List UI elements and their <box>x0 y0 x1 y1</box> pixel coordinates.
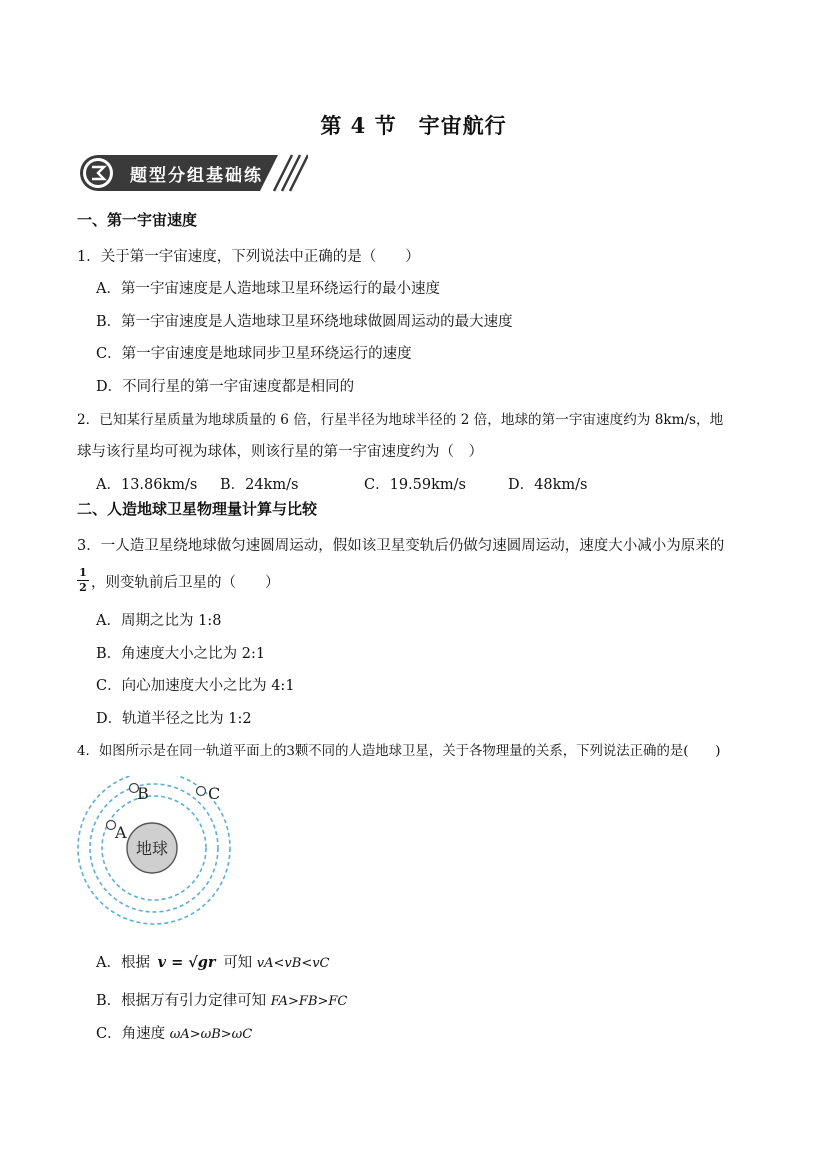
question-3-stem-line2: ，则变轨前后卫星的（ ） <box>91 575 280 591</box>
question-1-stem: 1．关于第一宇宙速度，下列说法中正确的是（ ） <box>77 249 420 265</box>
satellite-a-label: A <box>115 823 127 842</box>
section-heading-2: 二、人造地球卫星物理量计算与比较 <box>77 500 318 518</box>
question-4-option-b-prefix: B．根据万有引力定律可知 <box>96 993 267 1009</box>
page-title: 第 4 节 宇宙航行 <box>320 113 507 138</box>
banner-label: 题型分组基础练 <box>130 166 263 186</box>
satellite-c <box>197 787 206 796</box>
relation-force: FA>FB>FC <box>270 994 348 1009</box>
question-2-options <box>96 473 696 493</box>
question-2-stem-line1: 2．已知某行星质量为地球质量的 6 倍，行星半径为地球半径的 2 倍，地球的第一宇宙速度约为 8km/s，地 <box>77 412 724 428</box>
question-4-option-b <box>96 989 347 1010</box>
question-3-option-a: A．周期之比为 1:8 <box>96 613 222 629</box>
question-2-option-c: C．19.59km/s <box>364 477 466 493</box>
question-4-option-c-prefix: C．角速度 <box>96 1026 166 1042</box>
satellite-c-label: C <box>208 784 221 803</box>
question-3-option-c: C．向心加速度大小之比为 4:1 <box>96 678 295 694</box>
question-1-option-a: A．第一宇宙速度是人造地球卫星环绕运行的最小速度 <box>96 281 440 297</box>
relation-velocity: vA<vB<vC <box>256 956 330 971</box>
fraction-one-half <box>77 567 89 594</box>
section-banner <box>78 153 308 193</box>
question-4-option-c <box>96 1022 252 1043</box>
fraction-denominator: 2 <box>79 581 87 594</box>
fraction-numerator: 1 <box>79 566 87 579</box>
question-4-option-a-prefix: A．根据 <box>96 955 150 971</box>
question-2-stem-line2: 球与该行星均可视为球体，则该行星的第一宇宙速度约为（ ） <box>77 444 483 460</box>
question-1-option-b: B．第一宇宙速度是人造地球卫星环绕地球做圆周运动的最大速度 <box>96 314 513 330</box>
question-3-option-d: D．轨道半径之比为 1:2 <box>96 711 252 727</box>
orbit-diagram-svg <box>72 776 237 941</box>
question-2-option-a: A．13.86km/s <box>96 477 198 493</box>
orbit-diagram <box>72 776 237 941</box>
question-1-option-c: C．第一宇宙速度是地球同步卫星环绕运行的速度 <box>96 346 412 362</box>
relation-angular-velocity: ωA>ωB>ωC <box>169 1027 253 1042</box>
question-4-option-a-mid: 可知 <box>223 955 253 971</box>
earth-label: 地球 <box>135 839 169 858</box>
question-2-option-d: D．48km/s <box>508 477 588 493</box>
question-4-stem: 4．如图所示是在同一轨道平面上的3颗不同的人造地球卫星，关于各物理量的关系，下列说法正确的是( ) <box>77 744 721 759</box>
question-2-option-b: B．24km/s <box>220 477 299 493</box>
question-1-option-d: D．不同行星的第一宇宙速度都是相同的 <box>96 379 355 395</box>
question-3-stem-line1: 3．一人造卫星绕地球做匀速圆周运动，假如该卫星变轨后仍做匀速圆周运动，速度大小减小为原来的 <box>77 538 725 554</box>
formula-v-sqrt-gr: v = √gr <box>157 954 216 971</box>
satellite-b-label: B <box>137 784 149 803</box>
section-heading-1: 一、第一宇宙速度 <box>77 211 198 229</box>
question-4-option-a <box>96 951 330 972</box>
question-3-option-b: B．角速度大小之比为 2:1 <box>96 646 266 662</box>
